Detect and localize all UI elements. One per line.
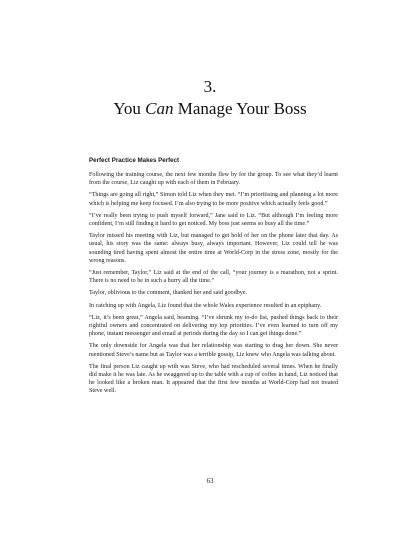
paragraph: The final person Liz caught up with was Steve, who had rescheduled several times. When he finally did make it he was late. As he swaggered up to the table with a cup of coffee in hand, Liz noticed that he looked like a broken man. It appeared that the first few months at World-Corp had not treated Steve well. bbox=[89, 363, 338, 395]
paragraph: “Just remember, Taylor,” Liz said at the end of the call, “your journey is a marathon, not a sprint. There is no need to be in such a hurry all the time.” bbox=[89, 270, 338, 285]
paragraph: Taylor missed his meeting with Liz, but managed to get hold of her on the phone later that day. As usual, his story was the same: always busy, always important. However, Liz could tell he was sounding tired having spent almost the entire time at World-Corp in the stress zone, mostly for the wrong reasons. bbox=[89, 233, 338, 264]
body-text bbox=[89, 157, 338, 400]
chapter-number: 3. bbox=[203, 77, 217, 96]
paragraph: Following the training course, the next few months flew by for the group. To see what they’d learnt from the course, Liz caught up with each of them in February. bbox=[89, 172, 338, 187]
chapter-title bbox=[0, 98, 420, 120]
chapter-title-emphasis: Can bbox=[145, 99, 174, 118]
chapter-title-end: Manage Your Boss bbox=[173, 99, 307, 118]
section-heading: Perfect Practice Makes Perfect bbox=[89, 157, 180, 164]
page-number: 63 bbox=[206, 477, 214, 485]
chapter-title-start: You bbox=[113, 99, 146, 118]
paragraph: “Liz, it’s been great,” Angela said, beaming. “I’ve shrunk my to-do list, pushed things back to their rightful owners and concentrated on delivering my top priorities. I’ve even learned to turn off my phone, instant messenger and email at periods during the day so I can get things done.” bbox=[89, 314, 338, 338]
paragraph: The only downside for Angela was that her relationship was starting to drag her down. She never mentioned Steve’s name but as Taylor was a terrible gossip, Liz knew who Angela was talking about. bbox=[89, 343, 338, 358]
paragraph: “I’ve really been trying to push myself forward,” Jane said to Liz. “But although I’m feeling more confident, I’m still finding it hard to get noticed. My boss just seems so busy all the time.” bbox=[89, 212, 338, 228]
paragraph: Taylor, oblivious to the comment, thanked her and said goodbye. bbox=[89, 290, 248, 297]
paragraph: “Things are going all right,” Simon told Liz when they met. “I’m prioritising and planning a lot more which is helping me keep focused. I’m also trying to be more positive which actually feels good.” bbox=[89, 192, 338, 207]
paragraph: In catching up with Angela, Liz found that the whole Wales experience resulted in an epiphany. bbox=[89, 302, 322, 309]
